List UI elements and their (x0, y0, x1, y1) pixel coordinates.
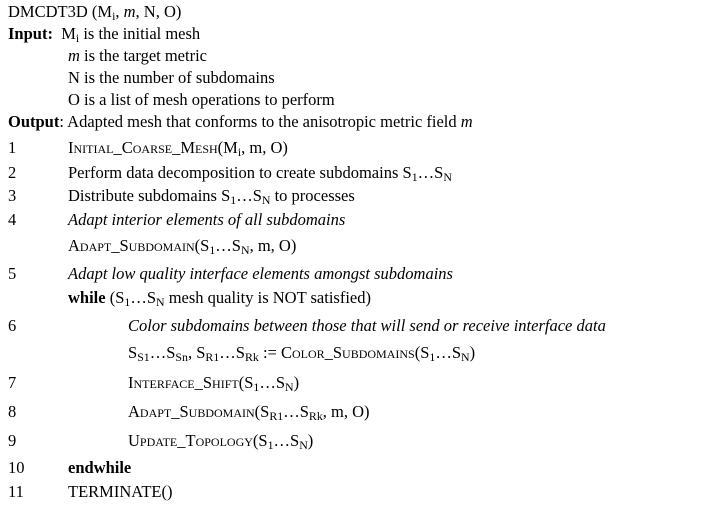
line-number: 6 (8, 316, 17, 335)
step-5-while: while ($S_1\dots S_N$ mesh quality is NOT satisfied) (68, 288, 371, 309)
input-line: Input: $M_i$ is the initial mesh (8, 24, 201, 45)
step-6-comment: Color subdomains between those that will send or receive interface data (128, 316, 606, 335)
line-number: 4 (8, 210, 17, 229)
step-2: Perform data decomposition to create subdomains $S_1\dots S_N$ (68, 163, 452, 184)
line-number: 9 (8, 431, 17, 450)
line-number: 3 (8, 186, 17, 205)
algorithm-name: DMCDT3D (8, 2, 88, 21)
algorithm-signature: DMCDT3D ($M_i$, m, N, O) (8, 2, 182, 23)
line-number: 11 (8, 482, 24, 501)
line-number: 7 (8, 373, 17, 392)
input-item: m is the target metric (68, 46, 207, 65)
step-1: $Initial\_Coarse\_Mesh(M_i$, m, O) (68, 138, 288, 159)
input-item: N is the number of subdomains (68, 68, 275, 87)
input-item: O is a list of mesh operations to perform (68, 90, 335, 109)
line-number: 10 (8, 458, 25, 477)
step-4-code: $Adapt\_Subdomain(S_1\dots S_N$, m, O) (68, 236, 297, 257)
step-4-comment: Adapt interior elements of all subdomains (68, 210, 346, 229)
output-line: Output: Adapted mesh that conforms to the anisotropic metric field m (8, 112, 473, 131)
step-7: $Interface\_Shift(S_1\dots S_N)$ (128, 373, 300, 394)
step-6-code: $S_{S1}\dots S_{Sn}$, $S_{R1}\dots S_{Rk}$ := $Color\_Subdomains(S_1\dots S_N)$ (128, 343, 476, 364)
step-3: Distribute subdomains $S_1\dots S_N$ to processes (68, 186, 355, 207)
input-label: Input (8, 24, 48, 43)
line-number: 2 (8, 163, 17, 182)
keyword-endwhile: endwhile (68, 458, 132, 477)
output-label: Output (8, 112, 60, 131)
step-5-comment: Adapt low quality interface elements amongst subdomains (68, 264, 453, 283)
line-number: 1 (8, 138, 17, 157)
step-9: $Update\_Topology(S_1\dots S_N)$ (128, 431, 314, 452)
keyword-while: while (68, 288, 106, 307)
step-8: $Adapt\_Subdomain(S_{R1}\dots S_{Rk}$, m, O) (128, 402, 370, 423)
step-11: TERMINATE() (68, 482, 173, 501)
line-number: 5 (8, 264, 17, 283)
line-number: 8 (8, 402, 17, 421)
